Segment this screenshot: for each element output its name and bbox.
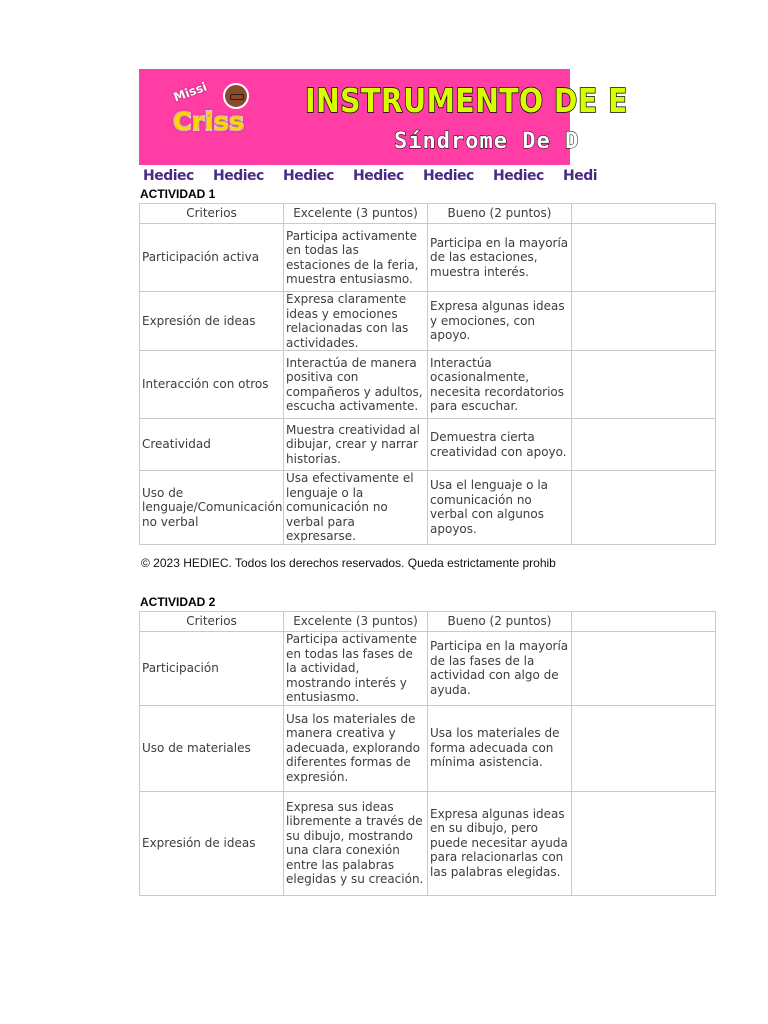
document-sheet — [139, 69, 628, 899]
good-cell: Expresa algunas ideas en su dibujo, pero puede necesitar ayuda para relacionarlas con las palabras elegidas. — [428, 791, 572, 895]
activity-1-rubric-table — [139, 203, 716, 545]
brand-logo: Hediec — [353, 168, 404, 184]
good-cell: Usa los materiales de forma adecuada con mínima asistencia. — [428, 705, 572, 791]
activity-2-rubric-table — [139, 611, 716, 896]
criterion-cell: Participación — [140, 632, 284, 706]
good-cell: Interactúa ocasionalmente, necesita recordatorios para escuchar. — [428, 351, 572, 419]
next-cell — [572, 632, 716, 706]
brand-logo: Hediec — [283, 168, 334, 184]
excellent-cell: Interactúa de manera positiva con compañeros y adultos, escucha activamente. — [284, 351, 428, 419]
banner-title: INSTRUMENTO DE E — [305, 81, 628, 120]
table-row — [140, 791, 716, 895]
table-row — [140, 292, 716, 351]
table-row — [140, 419, 716, 471]
excellent-cell: Usa los materiales de manera creativa y adecuada, explorando diferentes formas de expresión. — [284, 705, 428, 791]
table-row — [140, 705, 716, 791]
brand-strip — [139, 165, 598, 187]
header-next — [572, 204, 716, 224]
header-excelente: Excelente (3 puntos) — [284, 612, 428, 632]
brand-logo: Hediec — [213, 168, 264, 184]
next-cell — [572, 471, 716, 545]
header-criterios: Criterios — [140, 204, 284, 224]
brand-logo: Hediec — [423, 168, 474, 184]
excellent-cell: Usa efectivamente el lenguaje o la comunicación no verbal para expresarse. — [284, 471, 428, 545]
excellent-cell: Participa activamente en todas las estaciones de la feria, muestra entusiasmo. — [284, 224, 428, 292]
header-criterios: Criterios — [140, 612, 284, 632]
table-row — [140, 632, 716, 706]
table-header-row — [140, 204, 716, 224]
brand-logo: Hediec — [493, 168, 544, 184]
criterion-cell: Participación activa — [140, 224, 284, 292]
good-cell: Expresa algunas ideas y emociones, con apoyo. — [428, 292, 572, 351]
excellent-cell: Expresa sus ideas libremente a través de su dibujo, mostrando una clara conexión entre las palabras elegidas y su creación. — [284, 791, 428, 895]
avatar-icon — [223, 83, 249, 109]
good-cell: Usa el lenguaje o la comunicación no verbal con algunos apoyos. — [428, 471, 572, 545]
table-row — [140, 351, 716, 419]
table-header-row — [140, 612, 716, 632]
header-bueno: Bueno (2 puntos) — [428, 204, 572, 224]
next-cell — [572, 791, 716, 895]
excellent-cell: Expresa claramente ideas y emociones relacionadas con las actividades. — [284, 292, 428, 351]
criterion-cell: Uso de lenguaje/Comunicación no verbal — [140, 471, 284, 545]
missi-criss-logo — [171, 79, 261, 145]
table-row — [140, 471, 716, 545]
header-bueno: Bueno (2 puntos) — [428, 612, 572, 632]
activity-2-label: ACTIVIDAD 2 — [140, 595, 216, 609]
criterion-cell: Expresión de ideas — [140, 292, 284, 351]
activity-1-label: ACTIVIDAD 1 — [140, 187, 216, 201]
good-cell: Demuestra cierta creatividad con apoyo. — [428, 419, 572, 471]
next-cell — [572, 419, 716, 471]
brand-logo: Hedi — [563, 168, 598, 184]
logo-missi-text: Missi — [171, 79, 209, 105]
logo-criss-text: Criss — [173, 107, 245, 136]
banner-subtitle: Síndrome De D — [394, 129, 580, 154]
criterion-cell: Uso de materiales — [140, 705, 284, 791]
excellent-cell: Participa activamente en todas las fases de la actividad, mostrando interés y entusiasmo. — [284, 632, 428, 706]
next-cell — [572, 292, 716, 351]
header-banner — [139, 69, 628, 165]
next-cell — [572, 351, 716, 419]
copyright-notice: © 2023 HEDIEC. Todos los derechos reservados. Queda estrictamente prohib — [141, 556, 556, 570]
next-cell — [572, 705, 716, 791]
table-row — [140, 224, 716, 292]
criterion-cell: Interacción con otros — [140, 351, 284, 419]
excellent-cell: Muestra creatividad al dibujar, crear y narrar historias. — [284, 419, 428, 471]
criterion-cell: Expresión de ideas — [140, 791, 284, 895]
header-excelente: Excelente (3 puntos) — [284, 204, 428, 224]
criterion-cell: Creatividad — [140, 419, 284, 471]
brand-logo: Hediec — [143, 168, 194, 184]
header-next — [572, 612, 716, 632]
next-cell — [572, 224, 716, 292]
good-cell: Participa en la mayoría de las fases de la actividad con algo de ayuda. — [428, 632, 572, 706]
good-cell: Participa en la mayoría de las estaciones, muestra interés. — [428, 224, 572, 292]
